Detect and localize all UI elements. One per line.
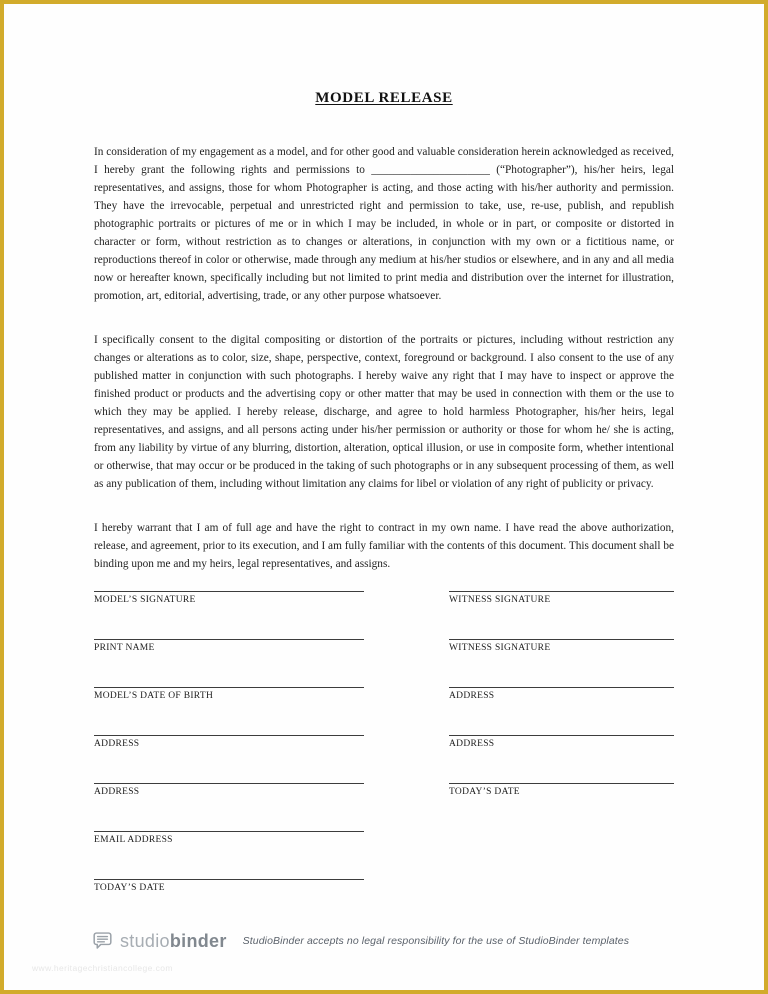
- paragraph-consent-release: I specifically consent to the digital compositing or distortion of the portraits or pictures, including without restriction any changes or alterations as to color, size, shape, perspective, context, foreground or background. I also consent to the use of any published matter in conjunction with such photographs. I hereby waive any right that I may have to inspect or approve the finished product or products and the advertising copy or other matter that may be used in connection with them or the use to which they may be applied. I hereby release, discharge, and agree to hold harmless Photographer, his/her heirs, legal representatives, and assigns, and all persons acting under his/her permission or authority or those for whom he/ she is acting, from any liability by virtue of any blurring, distortion, alteration, optical illusion, or use in composite form, whether intentional or otherwise, that may occur or be produced in the taking of such photographs or in any subsequent processing of them, as well as any publication of them, including without limitation any claims for libel or violation of any right of publicity or privacy.: [94, 334, 674, 490]
- field-label: EMAIL ADDRESS: [94, 835, 173, 845]
- field-todays-date-left: [94, 879, 364, 927]
- page-title: MODEL RELEASE: [315, 90, 453, 106]
- field-label: ADDRESS: [449, 691, 495, 701]
- signature-line: [94, 879, 364, 880]
- signature-line: [449, 687, 674, 688]
- field-models-signature: [94, 591, 364, 639]
- field-label: WITNESS SIGNATURE: [449, 643, 551, 653]
- field-label: ADDRESS: [94, 787, 140, 797]
- signature-line: [449, 639, 674, 640]
- field-witness-signature-2: [449, 639, 674, 687]
- field-address-1: [94, 735, 364, 783]
- signature-line: [94, 591, 364, 592]
- field-models-date-of-birth: [94, 687, 364, 735]
- field-witness-signature-1: [449, 591, 674, 639]
- signature-line: [94, 735, 364, 736]
- paragraph-grant-of-rights: In consideration of my engagement as a model, and for other good and valuable consideration herein acknowledged as received, I hereby grant the following rights and permissions to _____________________ (“Photographer”), his/her heirs, legal representatives, and assigns, those for whom Photographer is acting, and those acting with his/her authority and permission. They have the irrevocable, perpetual and unrestricted right and permission to take, use, re-use, publish, and republish photographic portraits or pictures of me or in which I may be included, in whole or in part, or composite or distorted in character or form, without restriction as to changes or alterations, in conjunction with my own or a fictitious name, or reproductions thereof in color or otherwise, made through any medium at his/her studios or elsewhere, and in any and all media now or hereafter known, specifically including but not limited to print media and distribution over the internet for illustration, promotion, art, editorial, advertising, trade, or any other purpose whatsoever.: [94, 146, 674, 302]
- field-witness-address-1: [449, 687, 674, 735]
- signature-line: [94, 783, 364, 784]
- watermark: www.heritagechristiancollege.com: [32, 963, 173, 973]
- field-label: WITNESS SIGNATURE: [449, 595, 551, 605]
- field-label: MODEL’S SIGNATURE: [94, 595, 196, 605]
- paragraph-warranty: I hereby warrant that I am of full age and have the right to contract in my own name. I have read the above authorization, release, and agreement, prior to its execution, and I am fully familiar with the contents of this document. This document shall be binding upon me and my heirs, legal representatives, and assigns.: [94, 522, 674, 570]
- footer-disclaimer: StudioBinder accepts no legal responsibility for the use of StudioBinder templates: [242, 934, 630, 947]
- signature-line: [449, 783, 674, 784]
- studiobinder-logo: [92, 930, 227, 951]
- signature-column-left: [94, 591, 364, 927]
- signature-column-right: [449, 591, 674, 927]
- field-label: ADDRESS: [94, 739, 140, 749]
- signature-section: [94, 591, 674, 927]
- wordmark-studio: studio: [120, 930, 170, 951]
- studiobinder-wordmark: [120, 932, 227, 950]
- signature-line: [94, 639, 364, 640]
- signature-line: [94, 687, 364, 688]
- field-label: TODAY’S DATE: [94, 883, 165, 893]
- field-label: PRINT NAME: [94, 643, 155, 653]
- field-address-2: [94, 783, 364, 831]
- signature-line: [94, 831, 364, 832]
- footer: [92, 930, 629, 951]
- field-witness-address-2: [449, 735, 674, 783]
- signature-line: [449, 591, 674, 592]
- field-label: MODEL’S DATE OF BIRTH: [94, 691, 214, 701]
- signature-line: [449, 735, 674, 736]
- field-label: ADDRESS: [449, 739, 495, 749]
- field-todays-date-right: [449, 783, 674, 831]
- field-email-address: [94, 831, 364, 879]
- speech-bubble-icon: [92, 930, 113, 951]
- field-label: TODAY’S DATE: [449, 787, 520, 797]
- field-print-name: [94, 639, 364, 687]
- wordmark-binder: binder: [169, 930, 227, 951]
